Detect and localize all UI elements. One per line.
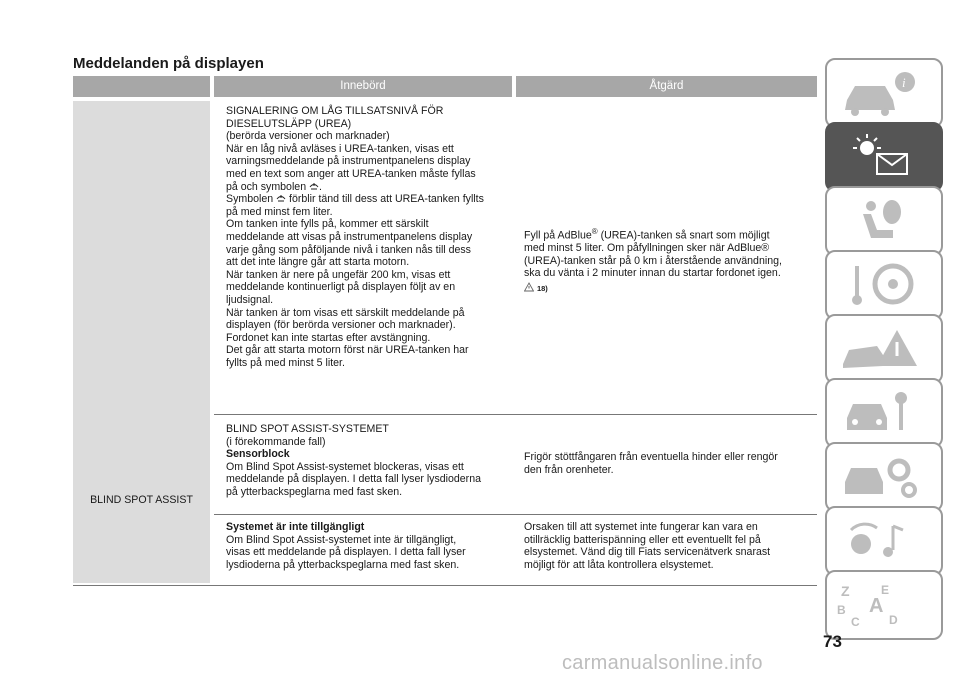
car-info-tab[interactable] [825, 58, 943, 128]
svg-text:E: E [881, 583, 890, 597]
car-warning-triangle-icon [837, 324, 932, 374]
multimedia-tab[interactable] [825, 506, 943, 576]
safety-tab[interactable] [825, 186, 943, 256]
row2-sub2-action: Orsaken till att systemet inte fungerar kan vara en otillräcklig batterispänning eller ett eventuellt fel på elsystemet. Vänd dig till Fiats servicenätverk snarast möjligt för att låta kontrollera elsystemet. [524, 521, 771, 571]
divider-row1 [214, 414, 817, 415]
watermark: carmanualsonline.info [562, 652, 763, 674]
footnote-ref: 18) [536, 283, 548, 293]
table-bottom-line [73, 585, 817, 586]
emergency-tab[interactable] [825, 314, 943, 384]
row2-sub1-content: BLIND SPOT ASSIST-SYSTEMET (i förekommande fall) Sensorblock Om Blind Spot Assist-systemet blockeras, visas ett meddelande på displayen. I detta fall lyser lysdioderna på ytterbackspeglarna med fast sken. [226, 423, 481, 498]
page-title: Meddelanden på displayen [73, 55, 264, 72]
seat-airbag-icon [837, 196, 932, 246]
index-tab[interactable] [825, 570, 943, 640]
key-steering-wheel-icon [837, 260, 932, 310]
svg-text:Z: Z [841, 583, 850, 599]
starting-driving-tab[interactable] [825, 250, 943, 320]
row2-sub1-action: Frigör stöttfångaren från eventuella hinder eller rengör den från orenheter. [524, 451, 778, 476]
warning-light-envelope-icon [837, 132, 932, 182]
divider-row2 [214, 514, 817, 515]
alphabet-index-icon [837, 580, 932, 630]
svg-text:i: i [902, 75, 906, 90]
svg-text:A: A [869, 595, 884, 617]
header-blank [73, 76, 210, 97]
urea-symbol-icon [309, 181, 319, 191]
row1-content: SIGNALERING OM LÅG TILLSATSNIVÅ FÖR DIESELUTSLÄPP (UREA) (berörda versioner och marknader) När en låg nivå avläses i UREA-tanken, visas ett varningsmeddelande på instrumentpanelens display med en text som anger att UREA-tanken måste fyllas på och symbolen . Symbolen förblir tänd till dess att UREA-tanken fyllts på med minst fem liter. Om tanken inte fylls på, kommer ett särskilt meddelande att visas på instrumentpanelens display varje gång som påföljande nivå i tanken nås till dess att det inte längre går att starta motorn. När tanken är nere på ungefär 200 km, visas ett meddelande kontinuerligt på displayen följt av en ljudsignal. När tanken är tom visas ett särskilt meddelande på displayen (för berörda versioner och marknader). Fordonet kan inte startas efter avstängning. Det går att starta motorn först när UREA-tanken har fyllts på med minst 5 liter. [226, 105, 484, 369]
satellite-music-icon [837, 516, 932, 566]
maintenance-tab[interactable] [825, 378, 943, 448]
car-wrench-icon [837, 388, 932, 438]
svg-text:C: C [851, 615, 860, 629]
header-content: Innebörd [214, 76, 512, 97]
car-info-icon [837, 68, 932, 118]
row2-label: BLIND SPOT ASSIST [90, 494, 193, 506]
urea-symbol-icon [276, 193, 286, 203]
svg-text:B: B [837, 603, 846, 617]
warning-lights-messages-tab[interactable] [825, 122, 943, 192]
page-number: 73 [823, 632, 842, 651]
warning-triangle-icon [524, 282, 534, 292]
svg-text:D: D [889, 613, 898, 627]
row1-action: Fyll på AdBlue® (UREA)-tanken så snart som möjligt med minst 5 liter. Om påfyllningen sker när AdBlue® (UREA)-tanken står på 0 km i återstående användning, ska du vänta i 2 minuter innan du startar fordonet igen. 18) [524, 227, 782, 293]
technical-data-tab[interactable] [825, 442, 943, 512]
row2-sub2-content: Systemet är inte tillgängligt Om Blind Spot Assist-systemet inte är tillgängligt, visas ett meddelande på displayen. I detta fall lyser lysdioderna på ytterbackspeglarna med fast sken. [226, 521, 466, 571]
car-gears-icon [837, 452, 932, 502]
left-label-column [73, 101, 210, 583]
header-action: Åtgärd [516, 76, 817, 97]
